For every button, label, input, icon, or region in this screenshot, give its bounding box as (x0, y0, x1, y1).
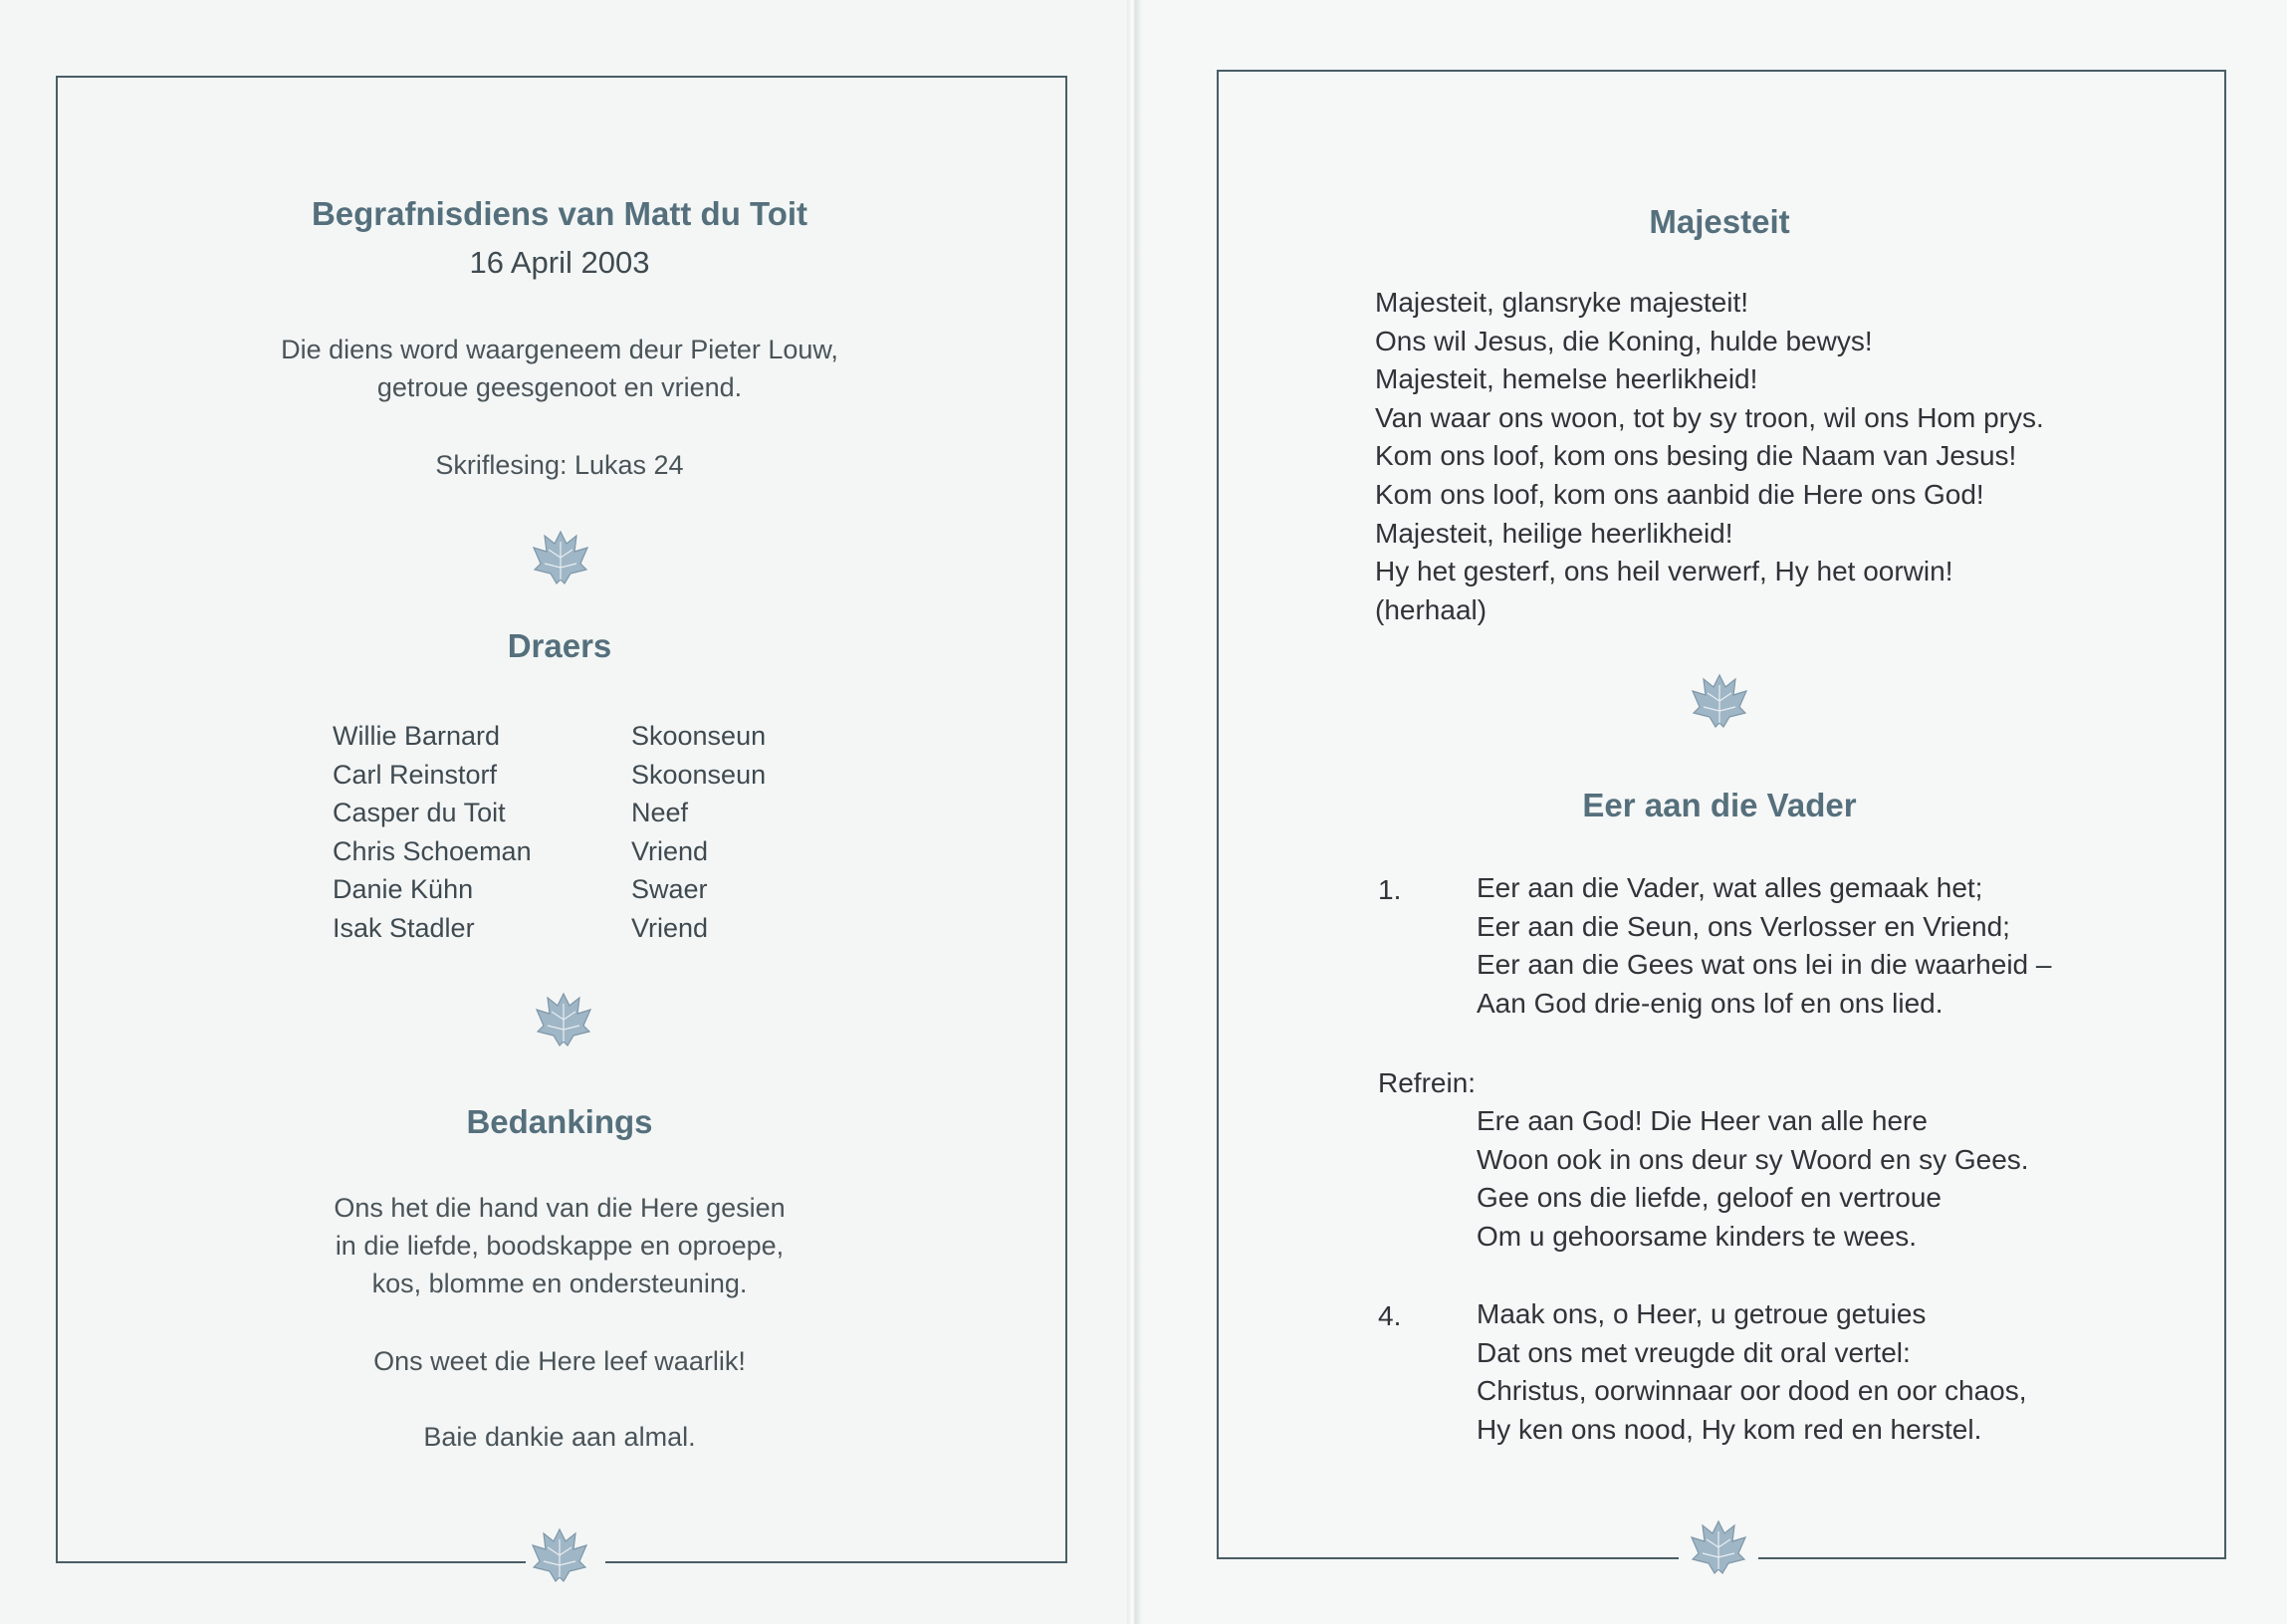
lyric-line: Aan God drie-enig ons lof en ons lied. (1477, 987, 1944, 1019)
lyric-line: Eer aan die Gees wat ons lei in die waarheid – (1477, 949, 2052, 981)
verse-1-number: 1. (1378, 874, 1402, 905)
bearer-name: Isak Stadler (333, 913, 475, 943)
lyric-line: Eer aan die Seun, ons Verlosser en Vriend; (1477, 910, 2010, 942)
page-fold (1127, 0, 1141, 1624)
lyric-line: Van waar ons woon, tot by sy troon, wil ons Hom prys. (1375, 401, 2044, 433)
lyric-line: Hy het gesterf, ons heil verwerf, Hy het oorwin! (1375, 556, 1953, 587)
leaf-ornament-icon (534, 990, 593, 1049)
leaf-ornament-icon (1689, 1517, 1748, 1577)
service-date: 16 April 2003 (469, 245, 650, 280)
lyric-line: Gee ons die liefde, geloof en vertroue (1477, 1182, 1942, 1214)
lyric-line: Majesteit, hemelse heerlikheid! (1375, 363, 1758, 395)
scripture-reading: Skriflesing: Lukas 24 (435, 450, 684, 480)
leaf-ornament-icon (530, 1525, 589, 1585)
thanks-line: kos, blomme en ondersteuning. (371, 1269, 748, 1298)
lyric-line: Dat ons met vreugde dit oral vertel: (1477, 1336, 1911, 1368)
thanks-line: in die liefde, boodskappe en oproepe, (335, 1231, 785, 1261)
leaf-ornament-icon (1690, 671, 1749, 731)
lyric-line: Ons wil Jesus, die Koning, hulde bewys! (1375, 325, 1873, 356)
thanks-line-thank-you: Baie dankie aan almal. (423, 1422, 696, 1452)
lyric-line: Woon ook in ons deur sy Woord en sy Gees. (1477, 1143, 2029, 1175)
thanks-line: Ons het die hand van die Here gesien (334, 1193, 786, 1223)
bearers-heading: Draers (507, 627, 612, 664)
service-title: Begrafnisdiens van Matt du Toit (311, 195, 808, 232)
hymn-majesteit-title: Majesteit (1649, 203, 1790, 240)
bearer-name: Casper du Toit (333, 798, 506, 828)
thanks-line-lord-lives: Ons weet die Here leef waarlik! (373, 1346, 746, 1376)
lyric-line: Om u gehoorsame kinders te wees. (1477, 1220, 1917, 1252)
lyric-line: Ere aan God! Die Heer van alle here (1477, 1105, 1928, 1136)
leaf-ornament-icon (531, 528, 590, 587)
lyric-line: Maak ons, o Heer, u getroue getuies (1477, 1298, 1927, 1329)
bearer-name: Danie Kühn (333, 874, 474, 905)
hymn-vader-title: Eer aan die Vader (1582, 787, 1857, 823)
bearer-relation: Swaer (631, 874, 708, 905)
lyric-line: Majesteit, glansryke majesteit! (1375, 287, 1749, 318)
bearer-name: Willie Barnard (333, 721, 501, 751)
bearer-relation: Neef (631, 798, 689, 828)
lyric-line: Kom ons loof, kom ons besing die Naam van Jesus! (1375, 440, 2017, 472)
left-border-frame (56, 76, 1067, 1563)
lyric-line: (herhaal) (1375, 593, 1487, 625)
bearer-name: Chris Schoeman (333, 835, 532, 866)
lyric-line: Majesteit, heilige heerlikheid! (1375, 517, 1733, 549)
lyric-line: Kom ons loof, kom ons aanbid die Here ons God! (1375, 479, 1984, 510)
verse-4-number: 4. (1378, 1300, 1402, 1331)
refrain-label: Refrein: (1378, 1067, 1477, 1098)
bearer-relation: Skoonseun (631, 721, 767, 751)
intro-line-2: getroue geesgenoot en vriend. (376, 372, 743, 402)
lyric-line: Hy ken ons nood, Hy kom red en herstel. (1477, 1413, 1982, 1445)
intro-line-1: Die diens word waargeneem deur Pieter Louw, (281, 335, 838, 364)
bearer-name: Carl Reinstorf (333, 759, 498, 790)
bearer-relation: Vriend (631, 835, 709, 866)
lyric-line: Christus, oorwinnaar oor dood en oor chaos, (1477, 1375, 2027, 1407)
bearer-relation: Skoonseun (631, 759, 767, 790)
lyric-line: Eer aan die Vader, wat alles gemaak het; (1477, 872, 1983, 903)
bearer-relation: Vriend (631, 913, 709, 943)
thanks-heading: Bedankings (466, 1103, 653, 1140)
